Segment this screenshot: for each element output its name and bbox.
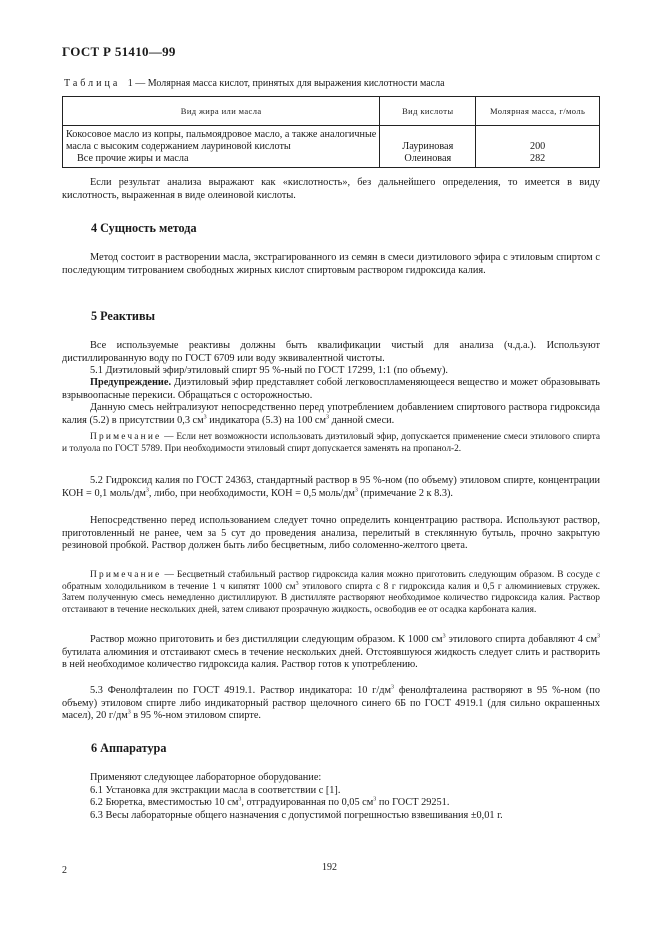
column-header: Вид кислоты [380,97,476,126]
prep-paragraph [62,634,600,672]
text-part: , отградуированная по 0,05 см [241,797,374,808]
document-header: ГОСТ Р 51410—99 [62,44,176,59]
text-part: фенолфталеина растворяют в 95 %-ном (по объему) этиловом спирте либо индикаторный раствор щелочного синего 6Б по ГОСТ 4919.1 (для сильно окрашенных масел), 20 г/дм [62,685,600,722]
superscript: 3 [238,796,242,803]
superscript: 3 [326,414,330,421]
table-cell-oil: Кокосовое масло из копры, пальмоядровое масло, а также аналогичные масла с высоким содержанием лауриновой кислоты [66,129,377,152]
note-label: Примечание [90,432,162,442]
warning-label: Предупреждение. [90,377,172,388]
item-6-3 [62,810,600,823]
paragraph-acidity [62,177,600,202]
text-part: (примечание 2 к 8.3). [357,487,453,499]
paragraph-text: 6.3 Весы лабораторные общего назначения с допустимой погрешностью взвешивания ±0,01 г. [90,810,503,821]
column-header: Вид жира или масла [63,97,380,126]
superscript: 3 [127,709,131,716]
text-part: индикатора (5.3) на 100 см [206,414,327,426]
item-6-2 [62,797,600,810]
table-row [63,153,600,168]
paragraph-text: Если результат анализа выражают как «кислотность», без дальнейшего определения, то имеется в виду кислотность, выраженная в виде олеиновой кислоты. [62,177,600,201]
table-caption [64,78,445,89]
note-1 [62,432,600,455]
text-part: данной смеси. [329,414,395,426]
superscript: 3 [145,487,149,494]
neutralize-paragraph [62,402,600,427]
item-5-2 [62,475,600,500]
table-cell-acid: Олеиновая [380,153,476,168]
text-part: бутилата алюминия и отстаивают смесь в течение нескольких дней. Отстоявшуюся жидкость следует слить и растворить в ней необходимое количество гидроксида калия. Раствор готов к употреблению. [62,646,600,671]
superscript: 3 [295,580,299,587]
paragraph-text: 6.1 Установка для экстракции масла в соответствии с [1]. [90,785,341,796]
section-4-title: 4 Сущность метода [91,221,197,235]
paragraph-text: Непосредственно перед использованием следует точно определить концентрацию раствора. Используют раствор, приготовленный не ранее, чем за 5 сут до проведения анализа, перелитый в стеклянную бутыль, прочно закрытую резиновой пробкой. Раствор должен быть либо бесцветным, либо соломенно-желтого цвета. [62,515,600,552]
note-text: — Если нет возможности использовать диэтиловый эфир, допускается применение смеси этилового спирта и толуола по ГОСТ 5789. При необходимости этиловый спирт допускается заменять на пропанол-2. [62,432,600,454]
table-row [63,126,600,154]
table-cell-mass: 282 [476,153,600,168]
page-number-left: 2 [62,865,67,876]
superscript: 3 [442,633,446,640]
item-5-1 [62,365,600,378]
paragraph-text: Все используемые реактивы должны быть квалификации чистый для анализа (ч.д.а.). Используют дистиллированную воду по ГОСТ 6709 или воду эквивалентной чистоты. [62,340,600,364]
item-5-3 [62,685,600,723]
text-part: в 95 %-ном этиловом спирте. [130,710,261,722]
superscript: 3 [373,796,377,803]
note-label: Примечание [90,570,162,580]
page-number-center: 192 [322,862,337,873]
superscript: 3 [203,414,207,421]
table-cell-oil: Все прочие жиры и масла [77,153,189,164]
text-part: 5.2 Гидроксид калия по ГОСТ 24363, стандартный раствор в 95 %-ном (по объему) этиловом спирте, концентрации КОН = 0,1 моль/дм [62,475,600,499]
text-part: 6.2 Бюретка, вместимостью 10 см [90,797,239,808]
text-part: , либо, при необходимости, КОН = 0,5 моль/дм [148,487,355,499]
table-caption-text: 1 — Молярная масса кислот, принятых для выражения кислотности масла [127,78,445,89]
paragraph-text: Применяют следующее лабораторное оборудование: [90,772,322,783]
section-5-intro [62,340,600,365]
note-2 [62,570,600,616]
section-5-title: 5 Реактивы [91,309,156,323]
column-header: Молярная масса, г/моль [476,97,600,126]
text-part: 5.3 Фенолфталеин по ГОСТ 4919.1. Раствор индикатора: 10 г/дм [90,685,392,696]
section-6-intro [62,772,600,785]
note-text: этилового спирта с 8 г гидроксида калия и 0,5 г алюминиевых стружек. Затем полученную смесь немедленно дистиллируют. В дистилляте растворяют необходимое количество гидроксида калия. Раствор отстаивают в течение нескольких дней, затем сливают прозрачную жидкость, освободив ее от осадка карбоната калия. [62,581,600,615]
superscript: 3 [391,684,395,691]
table-caption-label: Таблица [64,78,121,89]
table-cell-acid: Лауриновая [380,126,476,154]
item-6-1 [62,785,600,798]
section-4-text [62,252,600,277]
paragraph-text: Диэтиловый эфир представляет собой легковоспламеняющееся вещество и может образовывать взрывоопасные перекиси. Обращаться с осторожностью. [62,377,600,401]
table-header-row [63,97,600,126]
text-part: Данную смесь нейтрализуют непосредственно перед употреблением добавлением спиртового раствора гидроксида калия (5.2) в присутствии 0,3 см [62,402,600,426]
table-cell-mass: 200 [476,126,600,154]
text-part: Раствор можно приготовить и без дистилляции следующим образом. К 1000 см [90,634,443,645]
section-6-title: 6 Аппаратура [91,741,167,755]
warning-paragraph [62,377,600,402]
text-part: по ГОСТ 29251. [376,797,450,808]
superscript: 3 [597,633,600,640]
solution-paragraph [62,515,600,553]
text-part: этилового спирта добавляют 4 см [445,634,597,645]
paragraph-text: 5.1 Диэтиловый эфир/этиловый спирт 95 %-ный по ГОСТ 17299, 1:1 (по объему). [90,365,448,376]
paragraph-text: Метод состоит в растворении масла, экстрагированного из семян в смеси диэтилового эфира с этиловым спиртом с последующим титрованием свободных жирных кислот спиртовым раствором гидроксида калия. [62,252,600,276]
superscript: 3 [354,487,358,494]
acid-mass-table [62,96,600,168]
note-text: — Бесцветный стабильный раствор гидроксида калия можно приготовить следующим образом. В сосуде с обратным холодильником в течение 1 ч кипятят 1000 см [62,570,600,592]
